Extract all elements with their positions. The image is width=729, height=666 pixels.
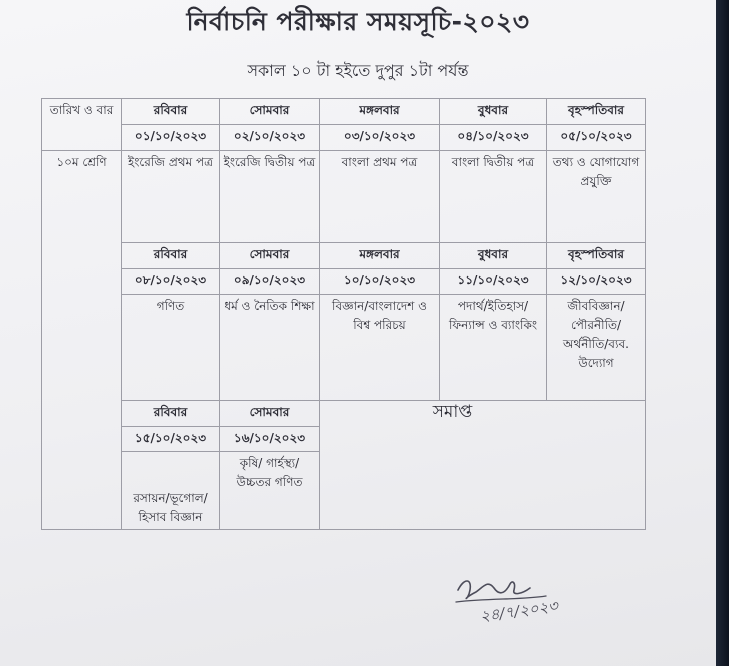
page-edge	[716, 0, 729, 666]
date-cell: ০৫/১০/২০২৩	[547, 124, 646, 150]
date-cell: ১১/১০/২০২৩	[440, 269, 547, 295]
day-cell: সোমবার	[220, 99, 320, 125]
subject-cell: পদার্থ/ইতিহাস/ফিন্যান্স ও ব্যাংকিং	[440, 295, 547, 401]
class-label: ১০ম শ্রেণি	[42, 150, 122, 529]
end-label: সমাপ্ত	[432, 401, 473, 422]
date-cell: ১০/১০/২০২৩	[320, 269, 440, 295]
date-cell: ১২/১০/২০২৩	[547, 269, 646, 295]
day-cell: রবিবার	[122, 243, 220, 269]
date-cell: ০৯/১০/২০২৩	[220, 269, 320, 295]
subject-cell: বাংলা দ্বিতীয় পত্র	[440, 150, 547, 243]
end-label-cell	[320, 400, 646, 529]
signature-date: ২৪/৭/২০২৩	[478, 596, 560, 626]
subject-cell: ধর্ম ও নৈতিক শিক্ষা	[220, 295, 320, 401]
subject-cell: ইংরেজি দ্বিতীয় পত্র	[220, 150, 320, 243]
date-cell: ০২/১০/২০২৩	[220, 124, 320, 150]
day-cell: বৃহস্পতিবার	[547, 243, 646, 269]
date-cell: ১৬/১০/২০২৩	[220, 426, 320, 452]
subject-cell: গণিত	[122, 295, 220, 401]
date-cell: ০৩/১০/২০২৩	[320, 124, 440, 150]
day-cell: বৃহস্পতিবার	[547, 99, 646, 125]
day-cell: রবিবার	[122, 99, 220, 125]
day-cell: রবিবার	[122, 400, 220, 426]
subject-cell: জীববিজ্ঞান/পৌরনীতি/অর্থনীতি/ব্যব. উদ্যোগ	[547, 295, 646, 401]
page-title: নির্বাচনি পরীক্ষার সময়সূচি-২০২৩	[186, 7, 530, 36]
date-cell: ০৪/১০/২০২৩	[440, 124, 547, 150]
day-cell: সোমবার	[220, 243, 320, 269]
exam-routine-table	[41, 98, 646, 530]
subject-cell: কৃষি/ গার্হস্থ্য/ উচ্চতর গণিত	[220, 452, 320, 530]
date-cell: ০৮/১০/২০২৩	[122, 269, 220, 295]
day-cell: বুধবার	[440, 99, 547, 125]
subject-cell: ইংরেজি প্রথম পত্র	[122, 150, 220, 243]
date-cell: ১৫/১০/২০২৩	[122, 426, 220, 452]
subject-cell: বাংলা প্রথম পত্র	[320, 150, 440, 243]
day-cell: বুধবার	[440, 243, 547, 269]
day-cell: মঙ্গলবার	[320, 99, 440, 125]
day-cell: মঙ্গলবার	[320, 243, 440, 269]
subject-cell: বিজ্ঞান/বাংলাদেশ ও বিশ্ব পরিচয়	[320, 295, 440, 401]
subject-cell: তথ্য ও যোগাযোগ প্রযুক্তি	[547, 150, 646, 243]
date-cell: ০১/১০/২০২৩	[122, 124, 220, 150]
day-cell: সোমবার	[220, 400, 320, 426]
exam-time: সকাল ১০ টা হইতে দুপুর ১টা পর্যন্ত	[247, 61, 469, 80]
subject-cell: রসায়ন/ভূগোল/হিসাব বিজ্ঞান	[122, 452, 220, 530]
date-day-header: তারিখ ও বার	[42, 99, 122, 151]
